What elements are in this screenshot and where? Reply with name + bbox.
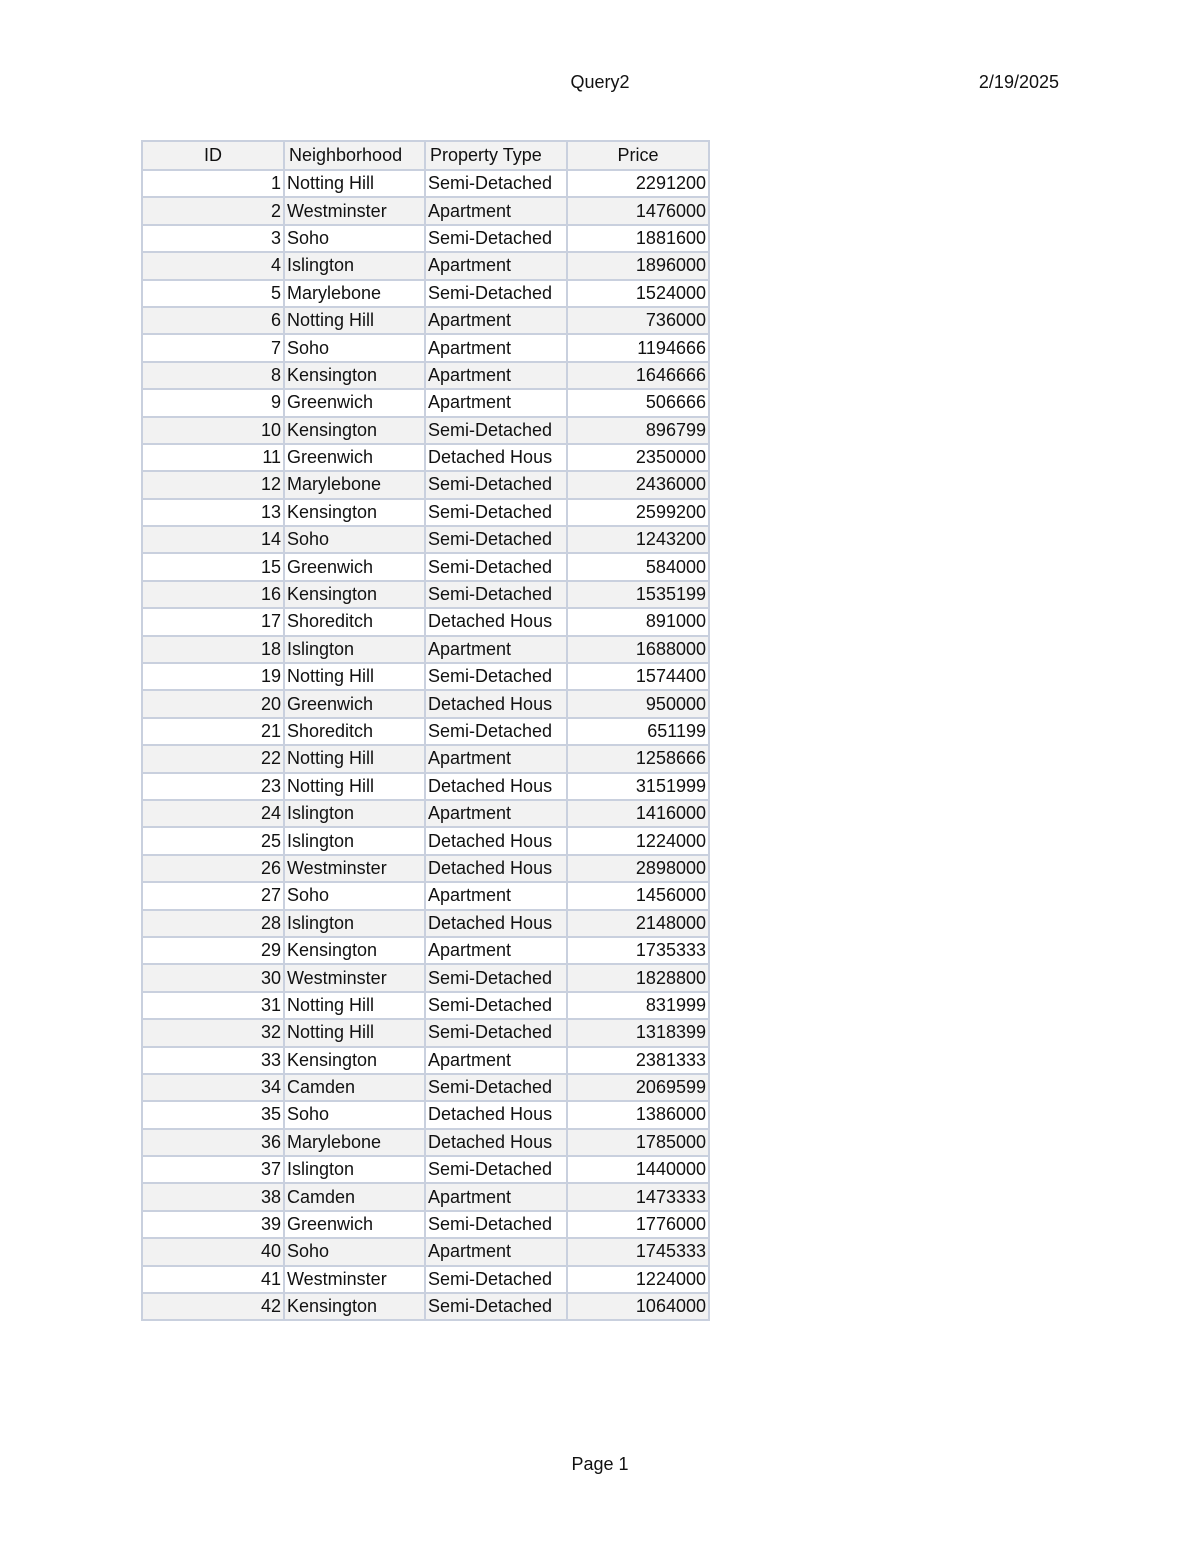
cell-property-type: Apartment <box>425 362 567 389</box>
cell-id: 12 <box>142 471 284 498</box>
cell-property-type: Semi-Detached <box>425 417 567 444</box>
cell-id: 14 <box>142 526 284 553</box>
cell-neighborhood: Greenwich <box>284 444 425 471</box>
table-row <box>142 1293 709 1320</box>
cell-price: 950000 <box>567 690 709 717</box>
cell-price: 1224000 <box>567 1266 709 1293</box>
table-row <box>142 526 709 553</box>
cell-property-type: Semi-Detached <box>425 280 567 307</box>
cell-property-type: Detached Hous <box>425 1101 567 1128</box>
table-row <box>142 334 709 361</box>
cell-neighborhood: Notting Hill <box>284 773 425 800</box>
cell-neighborhood: Greenwich <box>284 1211 425 1238</box>
cell-neighborhood: Westminster <box>284 855 425 882</box>
cell-id: 10 <box>142 417 284 444</box>
cell-property-type: Detached Hous <box>425 690 567 717</box>
table-row <box>142 1101 709 1128</box>
table-row <box>142 827 709 854</box>
cell-neighborhood: Marylebone <box>284 1129 425 1156</box>
cell-id: 41 <box>142 1266 284 1293</box>
cell-price: 1828800 <box>567 964 709 991</box>
cell-neighborhood: Soho <box>284 1101 425 1128</box>
page-number: Page 1 <box>571 1454 629 1474</box>
cell-property-type: Apartment <box>425 307 567 334</box>
cell-neighborhood: Islington <box>284 252 425 279</box>
table-row <box>142 1019 709 1046</box>
cell-id: 2 <box>142 197 284 224</box>
cell-property-type: Apartment <box>425 197 567 224</box>
table-row <box>142 362 709 389</box>
cell-id: 24 <box>142 800 284 827</box>
cell-price: 1785000 <box>567 1129 709 1156</box>
cell-id: 32 <box>142 1019 284 1046</box>
cell-property-type: Apartment <box>425 882 567 909</box>
cell-neighborhood: Westminster <box>284 964 425 991</box>
table-row <box>142 800 709 827</box>
table-row <box>142 663 709 690</box>
table-row <box>142 1183 709 1210</box>
table-row <box>142 307 709 334</box>
cell-property-type: Semi-Detached <box>425 1074 567 1101</box>
cell-property-type: Semi-Detached <box>425 1293 567 1320</box>
cell-id: 4 <box>142 252 284 279</box>
cell-price: 1524000 <box>567 280 709 307</box>
cell-price: 1473333 <box>567 1183 709 1210</box>
cell-neighborhood: Kensington <box>284 937 425 964</box>
table-row <box>142 1211 709 1238</box>
cell-property-type: Apartment <box>425 636 567 663</box>
cell-property-type: Apartment <box>425 389 567 416</box>
column-header-property-type: Property Type <box>425 141 567 170</box>
cell-property-type: Detached Hous <box>425 444 567 471</box>
cell-price: 1574400 <box>567 663 709 690</box>
cell-price: 2381333 <box>567 1047 709 1074</box>
cell-price: 1456000 <box>567 882 709 909</box>
cell-property-type: Detached Hous <box>425 1129 567 1156</box>
cell-neighborhood: Camden <box>284 1074 425 1101</box>
table-body <box>142 170 709 1320</box>
cell-id: 9 <box>142 389 284 416</box>
cell-id: 15 <box>142 553 284 580</box>
cell-id: 25 <box>142 827 284 854</box>
cell-id: 42 <box>142 1293 284 1320</box>
table-row <box>142 690 709 717</box>
table-header-row <box>142 141 709 170</box>
cell-property-type: Semi-Detached <box>425 471 567 498</box>
cell-neighborhood: Kensington <box>284 499 425 526</box>
cell-price: 2069599 <box>567 1074 709 1101</box>
table-row <box>142 937 709 964</box>
table-row <box>142 389 709 416</box>
cell-neighborhood: Notting Hill <box>284 745 425 772</box>
table-row <box>142 964 709 991</box>
cell-property-type: Apartment <box>425 334 567 361</box>
cell-property-type: Semi-Detached <box>425 964 567 991</box>
cell-neighborhood: Soho <box>284 225 425 252</box>
table-row <box>142 1266 709 1293</box>
column-header-id: ID <box>142 141 284 170</box>
cell-id: 40 <box>142 1238 284 1265</box>
cell-price: 506666 <box>567 389 709 416</box>
cell-id: 35 <box>142 1101 284 1128</box>
table-row <box>142 882 709 909</box>
cell-property-type: Semi-Detached <box>425 718 567 745</box>
table-row <box>142 855 709 882</box>
cell-id: 1 <box>142 170 284 197</box>
cell-neighborhood: Camden <box>284 1183 425 1210</box>
cell-price: 1776000 <box>567 1211 709 1238</box>
cell-neighborhood: Islington <box>284 1156 425 1183</box>
cell-property-type: Detached Hous <box>425 855 567 882</box>
cell-property-type: Detached Hous <box>425 910 567 937</box>
cell-id: 13 <box>142 499 284 526</box>
cell-id: 26 <box>142 855 284 882</box>
cell-neighborhood: Kensington <box>284 1047 425 1074</box>
cell-neighborhood: Kensington <box>284 417 425 444</box>
cell-price: 1416000 <box>567 800 709 827</box>
query-results-table <box>141 140 710 1321</box>
cell-id: 3 <box>142 225 284 252</box>
cell-id: 7 <box>142 334 284 361</box>
cell-price: 1881600 <box>567 225 709 252</box>
cell-id: 20 <box>142 690 284 717</box>
cell-property-type: Semi-Detached <box>425 225 567 252</box>
cell-price: 1194666 <box>567 334 709 361</box>
cell-price: 1535199 <box>567 581 709 608</box>
column-header-neighborhood: Neighborhood <box>284 141 425 170</box>
cell-id: 8 <box>142 362 284 389</box>
cell-price: 1646666 <box>567 362 709 389</box>
cell-price: 831999 <box>567 992 709 1019</box>
cell-neighborhood: Greenwich <box>284 690 425 717</box>
cell-neighborhood: Notting Hill <box>284 307 425 334</box>
table-row <box>142 1156 709 1183</box>
cell-neighborhood: Notting Hill <box>284 992 425 1019</box>
table-row <box>142 636 709 663</box>
cell-id: 21 <box>142 718 284 745</box>
cell-neighborhood: Shoreditch <box>284 718 425 745</box>
cell-neighborhood: Marylebone <box>284 280 425 307</box>
cell-price: 2148000 <box>567 910 709 937</box>
table-row <box>142 608 709 635</box>
cell-price: 1224000 <box>567 827 709 854</box>
cell-price: 584000 <box>567 553 709 580</box>
cell-id: 16 <box>142 581 284 608</box>
cell-id: 5 <box>142 280 284 307</box>
cell-id: 31 <box>142 992 284 1019</box>
cell-id: 38 <box>142 1183 284 1210</box>
cell-neighborhood: Soho <box>284 882 425 909</box>
table-row <box>142 992 709 1019</box>
cell-id: 30 <box>142 964 284 991</box>
cell-neighborhood: Westminster <box>284 1266 425 1293</box>
table-row <box>142 280 709 307</box>
table-row <box>142 499 709 526</box>
cell-id: 22 <box>142 745 284 772</box>
table-row <box>142 252 709 279</box>
cell-id: 23 <box>142 773 284 800</box>
cell-price: 2436000 <box>567 471 709 498</box>
query-results-table-wrapper <box>141 140 710 1321</box>
cell-price: 896799 <box>567 417 709 444</box>
cell-price: 2898000 <box>567 855 709 882</box>
cell-property-type: Apartment <box>425 1183 567 1210</box>
cell-property-type: Apartment <box>425 1238 567 1265</box>
cell-neighborhood: Kensington <box>284 581 425 608</box>
cell-neighborhood: Greenwich <box>284 389 425 416</box>
cell-property-type: Semi-Detached <box>425 663 567 690</box>
cell-neighborhood: Notting Hill <box>284 170 425 197</box>
table-row <box>142 1238 709 1265</box>
table-row <box>142 471 709 498</box>
cell-property-type: Apartment <box>425 745 567 772</box>
cell-price: 1386000 <box>567 1101 709 1128</box>
table-row <box>142 225 709 252</box>
cell-id: 33 <box>142 1047 284 1074</box>
table-row <box>142 581 709 608</box>
cell-price: 1688000 <box>567 636 709 663</box>
cell-price: 2291200 <box>567 170 709 197</box>
cell-price: 1896000 <box>567 252 709 279</box>
cell-property-type: Semi-Detached <box>425 526 567 553</box>
table-row <box>142 170 709 197</box>
cell-property-type: Detached Hous <box>425 773 567 800</box>
page-title: Query2 <box>570 72 630 92</box>
cell-property-type: Semi-Detached <box>425 553 567 580</box>
cell-neighborhood: Kensington <box>284 362 425 389</box>
print-date: 2/19/2025 <box>978 72 1059 92</box>
table-row <box>142 1129 709 1156</box>
cell-neighborhood: Soho <box>284 526 425 553</box>
cell-id: 17 <box>142 608 284 635</box>
cell-id: 29 <box>142 937 284 964</box>
cell-property-type: Semi-Detached <box>425 499 567 526</box>
table-row <box>142 745 709 772</box>
cell-neighborhood: Soho <box>284 334 425 361</box>
cell-price: 891000 <box>567 608 709 635</box>
cell-price: 1318399 <box>567 1019 709 1046</box>
cell-property-type: Apartment <box>425 800 567 827</box>
cell-property-type: Semi-Detached <box>425 1266 567 1293</box>
table-row <box>142 553 709 580</box>
cell-price: 651199 <box>567 718 709 745</box>
cell-id: 39 <box>142 1211 284 1238</box>
cell-property-type: Semi-Detached <box>425 170 567 197</box>
cell-id: 6 <box>142 307 284 334</box>
cell-property-type: Apartment <box>425 252 567 279</box>
cell-id: 19 <box>142 663 284 690</box>
cell-property-type: Semi-Detached <box>425 581 567 608</box>
table-row <box>142 444 709 471</box>
cell-id: 36 <box>142 1129 284 1156</box>
column-header-price: Price <box>567 141 709 170</box>
cell-neighborhood: Kensington <box>284 1293 425 1320</box>
cell-property-type: Apartment <box>425 1047 567 1074</box>
table-row <box>142 417 709 444</box>
cell-price: 1476000 <box>567 197 709 224</box>
cell-price: 1243200 <box>567 526 709 553</box>
cell-neighborhood: Greenwich <box>284 553 425 580</box>
cell-neighborhood: Soho <box>284 1238 425 1265</box>
table-row <box>142 910 709 937</box>
cell-neighborhood: Shoreditch <box>284 608 425 635</box>
table-row <box>142 197 709 224</box>
cell-neighborhood: Marylebone <box>284 471 425 498</box>
table-row <box>142 718 709 745</box>
cell-price: 1440000 <box>567 1156 709 1183</box>
cell-property-type: Semi-Detached <box>425 992 567 1019</box>
cell-neighborhood: Islington <box>284 636 425 663</box>
cell-neighborhood: Notting Hill <box>284 663 425 690</box>
cell-property-type: Apartment <box>425 937 567 964</box>
cell-price: 2599200 <box>567 499 709 526</box>
cell-neighborhood: Islington <box>284 827 425 854</box>
cell-id: 11 <box>142 444 284 471</box>
cell-price: 1258666 <box>567 745 709 772</box>
cell-property-type: Detached Hous <box>425 608 567 635</box>
table-row <box>142 1047 709 1074</box>
cell-neighborhood: Islington <box>284 910 425 937</box>
cell-price: 736000 <box>567 307 709 334</box>
cell-property-type: Detached Hous <box>425 827 567 854</box>
cell-id: 27 <box>142 882 284 909</box>
cell-price: 2350000 <box>567 444 709 471</box>
cell-property-type: Semi-Detached <box>425 1211 567 1238</box>
cell-id: 28 <box>142 910 284 937</box>
cell-property-type: Semi-Detached <box>425 1019 567 1046</box>
cell-neighborhood: Notting Hill <box>284 1019 425 1046</box>
cell-price: 1064000 <box>567 1293 709 1320</box>
cell-id: 18 <box>142 636 284 663</box>
cell-price: 1735333 <box>567 937 709 964</box>
table-row <box>142 773 709 800</box>
cell-id: 34 <box>142 1074 284 1101</box>
cell-id: 37 <box>142 1156 284 1183</box>
cell-price: 3151999 <box>567 773 709 800</box>
cell-price: 1745333 <box>567 1238 709 1265</box>
cell-property-type: Semi-Detached <box>425 1156 567 1183</box>
cell-neighborhood: Westminster <box>284 197 425 224</box>
table-row <box>142 1074 709 1101</box>
cell-neighborhood: Islington <box>284 800 425 827</box>
